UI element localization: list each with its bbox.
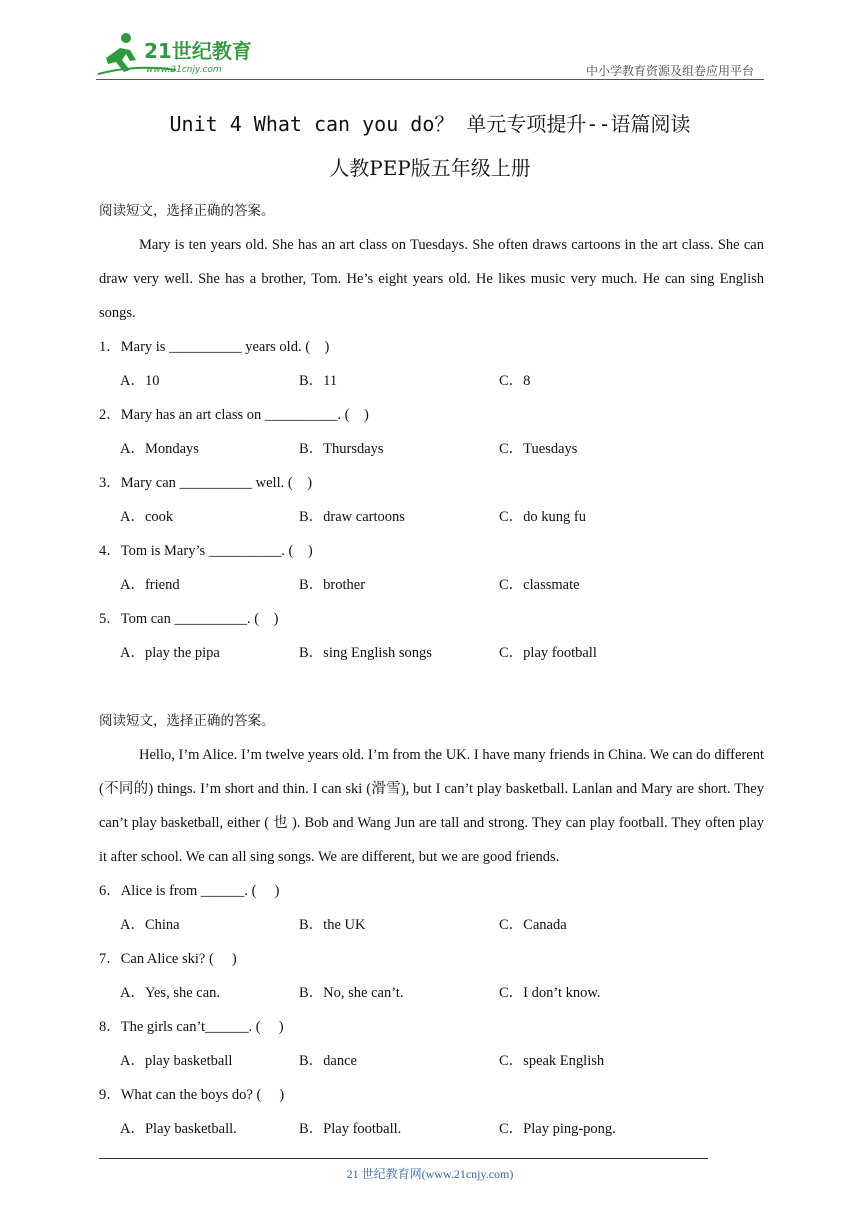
passage: Hello, I’m Alice. I’m twelve years old. I’m from the UK. I have many friends in China. We can do different (不同的) things. I’m short and thin. I can ski (滑雪), but I can’t play basketball. Lanlan and Mary are short. They can’t play basketball, either ( 也 ). Bob and Wang Jun are tall and strong. They can play football. They often play it after school. We can all sing songs. We are different, but we are good friends. — [99, 747, 764, 865]
option-c[interactable]: C．classmate — [499, 577, 580, 593]
options-9 — [99, 1112, 764, 1146]
option-b[interactable]: B．draw cartoons — [299, 509, 405, 525]
option-a[interactable]: A．Play basketball. — [120, 1121, 237, 1137]
option-a[interactable]: A．Mondays — [120, 441, 199, 457]
options-4 — [99, 568, 764, 602]
question-1: 1．Mary is __________ years old. ( ) — [99, 339, 330, 355]
question-6: 6．Alice is from ______. ( ) — [99, 883, 280, 899]
passage: Mary is ten years old. She has an art class on Tuesdays. She often draws cartoons in the art class. She can draw very well. She has a brother, Tom. He’s eight years old. He likes music very much. He can sing English songs. — [99, 237, 764, 321]
option-c[interactable]: C．Tuesdays — [499, 441, 578, 457]
question-8: 8．The girls can’t______. ( ) — [99, 1019, 284, 1035]
option-b[interactable]: B．dance — [299, 1053, 357, 1069]
option-a[interactable]: A．friend — [120, 577, 180, 593]
instruction: 阅读短文，选择正确的答案。 — [99, 713, 275, 729]
section-spacer — [99, 670, 764, 704]
logo-21cnjy — [96, 30, 266, 78]
option-b[interactable]: B．sing English songs — [299, 645, 432, 661]
option-c[interactable]: C．I don’t know. — [499, 985, 601, 1001]
options-6 — [99, 908, 764, 942]
question-2: 2．Mary has an art class on __________. ( ) — [99, 407, 369, 423]
option-c[interactable]: C．do kung fu — [499, 509, 586, 525]
option-a[interactable]: A．10 — [120, 373, 160, 389]
question-9: 9．What can the boys do? ( ) — [99, 1087, 285, 1103]
options-8 — [99, 1044, 764, 1078]
options-2 — [99, 432, 764, 466]
footer-divider — [99, 1158, 708, 1159]
question-5: 5．Tom can __________. ( ) — [99, 611, 279, 627]
options-5 — [99, 636, 764, 670]
option-c[interactable]: C．Canada — [499, 917, 567, 933]
footer-link[interactable]: 21 世纪教育网(www.21cnjy.com) — [346, 1167, 514, 1181]
option-c[interactable]: C．speak English — [499, 1053, 605, 1069]
option-c[interactable]: C．play football — [499, 645, 597, 661]
option-b[interactable]: B．11 — [299, 373, 338, 389]
question-3: 3．Mary can __________ well. ( ) — [99, 475, 313, 491]
option-a[interactable]: A．cook — [120, 509, 174, 525]
option-c[interactable]: C．Play ping-pong. — [499, 1121, 616, 1137]
option-b[interactable]: B．Thursdays — [299, 441, 384, 457]
option-b[interactable]: B．Play football. — [299, 1121, 402, 1137]
platform-name: 中小学教育资源及组卷应用平台 — [585, 64, 754, 78]
question-7: 7．Can Alice ski? ( ) — [99, 951, 237, 967]
question-4: 4．Tom is Mary’s __________. ( ) — [99, 543, 313, 559]
content-area — [99, 194, 764, 1146]
option-a[interactable]: A．Yes, she can. — [120, 985, 221, 1001]
logo-text: 21世纪教育 — [144, 39, 252, 63]
option-b[interactable]: B．brother — [299, 577, 366, 593]
header-divider — [96, 79, 764, 80]
page-subtitle: 人教PEP版五年级上册 — [329, 156, 531, 180]
reading-section-1 — [99, 194, 764, 670]
options-1 — [99, 364, 764, 398]
reading-section-2 — [99, 704, 764, 1146]
option-a[interactable]: A．China — [120, 917, 180, 933]
option-b[interactable]: B．the UK — [299, 917, 366, 933]
option-a[interactable]: A．play basketball — [120, 1053, 233, 1069]
options-7 — [99, 976, 764, 1010]
option-a[interactable]: A．play the pipa — [120, 645, 220, 661]
option-c[interactable]: C．8 — [499, 373, 531, 389]
options-3 — [99, 500, 764, 534]
option-b[interactable]: B．No, she can’t. — [299, 985, 404, 1001]
page-title: Unit 4 What can you do？ 单元专项提升--语篇阅读 — [169, 112, 691, 136]
logo-url: www.21cnjy.com — [146, 65, 222, 75]
instruction: 阅读短文，选择正确的答案。 — [99, 203, 275, 219]
